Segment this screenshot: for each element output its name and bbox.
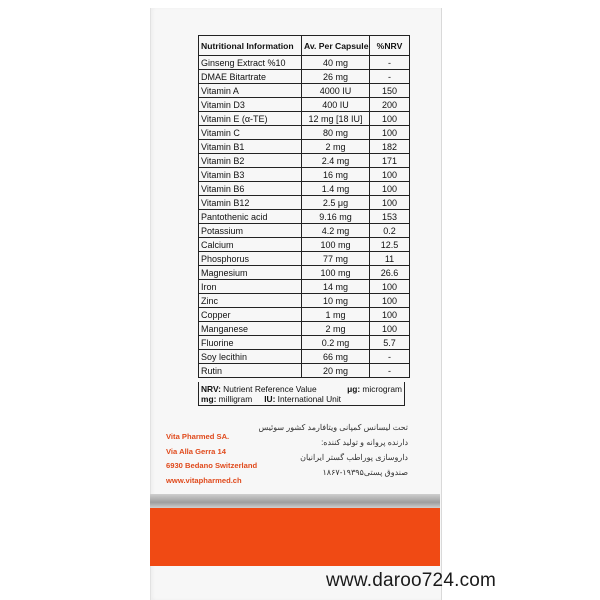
table-row (199, 98, 410, 112)
nutrient-name: DMAE Bitartrate (199, 70, 302, 84)
nrv-percent: - (370, 364, 410, 378)
table-row (199, 140, 410, 154)
nrv-percent: 11 (370, 252, 410, 266)
nutrient-name: Phosphorus (199, 252, 302, 266)
table-row (199, 238, 410, 252)
table-row (199, 112, 410, 126)
amount-per-capsule: 10 mg (302, 294, 370, 308)
nrv-percent: 100 (370, 182, 410, 196)
amount-per-capsule: 400 IU (302, 98, 370, 112)
nutrient-name: Ginseng Extract %10 (199, 56, 302, 70)
nrv-percent: 100 (370, 308, 410, 322)
nrv-percent: 182 (370, 140, 410, 154)
nutrient-name: Iron (199, 280, 302, 294)
nutrient-name: Vitamin B2 (199, 154, 302, 168)
nutrient-name: Calcium (199, 238, 302, 252)
legend-iu: IU: International Unit (264, 394, 342, 404)
abbreviation-legend (198, 382, 405, 406)
table-row (199, 294, 410, 308)
nrv-percent: 100 (370, 322, 410, 336)
amount-per-capsule: 4000 IU (302, 84, 370, 98)
legend-microgram: μg: microgram (347, 384, 402, 394)
legend-milligram: mg: milligram (201, 394, 253, 404)
nutrient-name: Magnesium (199, 266, 302, 280)
amount-per-capsule: 2 mg (302, 322, 370, 336)
manufacturer-city: 6930 Bedano Switzerland (166, 461, 258, 471)
amount-per-capsule: 77 mg (302, 252, 370, 266)
nutrient-name: Vitamin E (α-TE) (199, 112, 302, 126)
persian-line-license: تحت لیسانس کمپانی ویتافارمد کشور سوئیس (258, 423, 408, 432)
table-row (199, 224, 410, 238)
table-row (199, 336, 410, 350)
manufacturer-address (166, 430, 257, 488)
table-row (199, 210, 410, 224)
persian-line-pobox: صندوق پستی۱۹۳۹۵-۱۸۶۷ (322, 468, 408, 477)
nrv-percent: 100 (370, 280, 410, 294)
nrv-percent: 12.5 (370, 238, 410, 252)
amount-per-capsule: 20 mg (302, 364, 370, 378)
table-row (199, 182, 410, 196)
nrv-percent: 171 (370, 154, 410, 168)
manufacturer-website: www.vitapharmed.ch (166, 475, 242, 485)
amount-per-capsule: 4.2 mg (302, 224, 370, 238)
nutrient-name: Fluorine (199, 336, 302, 350)
nrv-percent: 153 (370, 210, 410, 224)
amount-per-capsule: 66 mg (302, 350, 370, 364)
nutrient-name: Zinc (199, 294, 302, 308)
persian-line-company: داروسازی پوراطب گستر ایرانیان (300, 453, 408, 462)
nrv-percent: 5.7 (370, 336, 410, 350)
amount-per-capsule: 16 mg (302, 168, 370, 182)
header-per-capsule: Av. Per Capsule (302, 36, 370, 56)
nrv-percent: 0.2 (370, 224, 410, 238)
nutrient-name: Vitamin B12 (199, 196, 302, 210)
amount-per-capsule: 1.4 mg (302, 182, 370, 196)
table-row (199, 364, 410, 378)
amount-per-capsule: 80 mg (302, 126, 370, 140)
nrv-percent: 100 (370, 196, 410, 210)
manufacturer-street: Via Alla Gerra 14 (166, 446, 226, 456)
nrv-percent: 100 (370, 168, 410, 182)
nutrient-name: Vitamin C (199, 126, 302, 140)
nutrient-name: Pantothenic acid (199, 210, 302, 224)
table-row (199, 252, 410, 266)
nutrient-name: Vitamin A (199, 84, 302, 98)
nrv-percent: 100 (370, 294, 410, 308)
manufacturer-name: Vita Pharmed SA. (166, 432, 230, 441)
grey-stripe (150, 494, 440, 508)
table-row (199, 350, 410, 364)
amount-per-capsule: 100 mg (302, 238, 370, 252)
nrv-percent: 200 (370, 98, 410, 112)
amount-per-capsule: 0.2 mg (302, 336, 370, 350)
nutrient-name: Manganese (199, 322, 302, 336)
table-row (199, 280, 410, 294)
orange-band (150, 508, 440, 566)
nutrient-name: Vitamin B1 (199, 140, 302, 154)
amount-per-capsule: 100 mg (302, 266, 370, 280)
nutrient-name: Vitamin B3 (199, 168, 302, 182)
table-row (199, 126, 410, 140)
amount-per-capsule: 26 mg (302, 70, 370, 84)
nrv-percent: 100 (370, 126, 410, 140)
header-nutritional-information: Nutritional Information (199, 36, 302, 56)
nrv-percent: 150 (370, 84, 410, 98)
amount-per-capsule: 9.16 mg (302, 210, 370, 224)
table-row (199, 308, 410, 322)
header-nrv: %NRV (370, 36, 410, 56)
nutrient-name: Vitamin B6 (199, 182, 302, 196)
legend-nrv: NRV: Nutrient Reference Value (201, 384, 317, 394)
nutrient-name: Potassium (199, 224, 302, 238)
table-row (199, 266, 410, 280)
nutrient-name: Rutin (199, 364, 302, 378)
amount-per-capsule: 14 mg (302, 280, 370, 294)
table-header-row (199, 36, 410, 56)
nutrient-name: Copper (199, 308, 302, 322)
nrv-percent: 26.6 (370, 266, 410, 280)
watermark-url: www.daroo724.com (326, 570, 497, 591)
table-row (199, 56, 410, 70)
nrv-percent: - (370, 70, 410, 84)
nutrient-name: Soy lecithin (199, 350, 302, 364)
amount-per-capsule: 40 mg (302, 56, 370, 70)
nutrition-table (198, 35, 410, 378)
table-row (199, 84, 410, 98)
table-row (199, 322, 410, 336)
nrv-percent: - (370, 350, 410, 364)
table-row (199, 168, 410, 182)
table-row (199, 154, 410, 168)
nrv-percent: 100 (370, 112, 410, 126)
amount-per-capsule: 1 mg (302, 308, 370, 322)
table-row (199, 70, 410, 84)
nutrient-name: Vitamin D3 (199, 98, 302, 112)
amount-per-capsule: 2.4 mg (302, 154, 370, 168)
amount-per-capsule: 2.5 μg (302, 196, 370, 210)
persian-line-holder: دارنده پروانه و تولید کننده: (321, 438, 408, 447)
table-row (199, 196, 410, 210)
amount-per-capsule: 2 mg (302, 140, 370, 154)
nrv-percent: - (370, 56, 410, 70)
amount-per-capsule: 12 mg [18 IU] (302, 112, 370, 126)
